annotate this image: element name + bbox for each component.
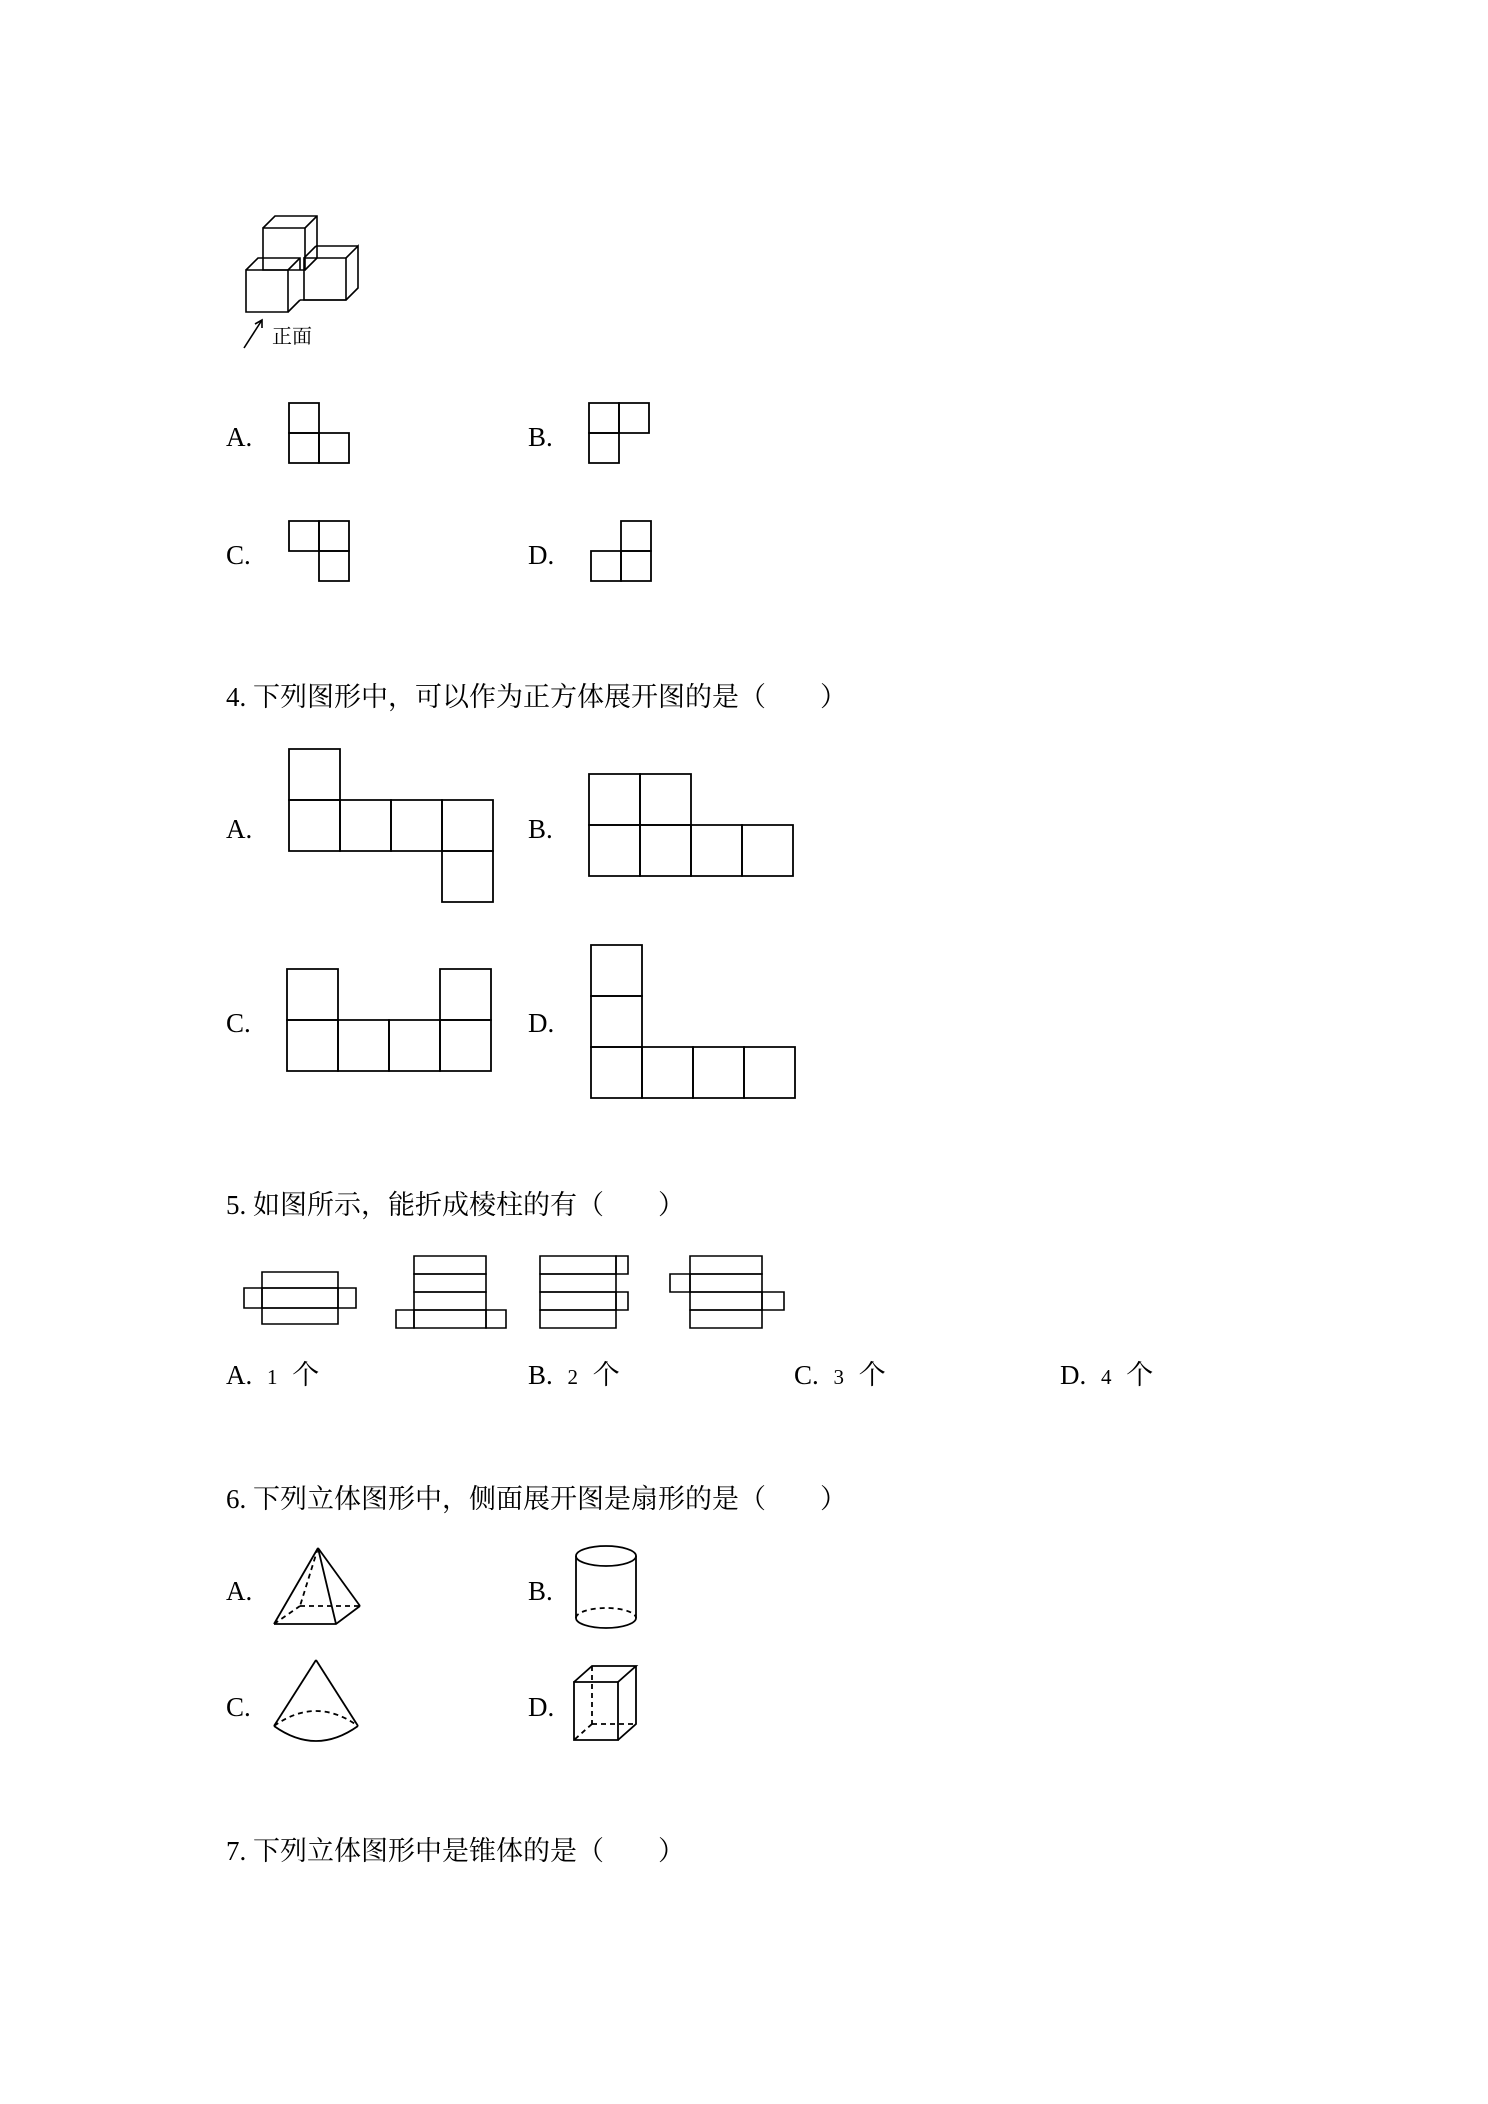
q3-option-d-figure[interactable]	[590, 520, 652, 582]
q5-option-d-unit: 个	[1126, 1360, 1154, 1390]
q4-option-c-letter: C.	[226, 1008, 251, 1038]
q5-option-b-letter: B.	[528, 1360, 553, 1390]
q5-net-2	[396, 1256, 506, 1328]
q5-option-a-letter: A.	[226, 1360, 253, 1390]
q4-option-c-net[interactable]	[286, 968, 492, 1072]
q6-option-c-letter: C.	[226, 1692, 251, 1722]
q4-option-b-net[interactable]	[588, 773, 794, 877]
q3-option-a-figure[interactable]	[288, 402, 350, 464]
q4-stem: 4. 下列图形中，可以作为正方体展开图的是（ ）	[226, 682, 847, 712]
q5-nets-figure	[242, 1252, 792, 1332]
q4-option-d-net[interactable]	[590, 944, 796, 1099]
q5-option-c-unit: 个	[858, 1360, 886, 1390]
q5-net-4	[670, 1256, 784, 1328]
q6-option-d-letter: D.	[528, 1692, 555, 1722]
front-label: 正面	[272, 326, 312, 348]
q3-option-a-letter: A.	[226, 422, 253, 452]
q5-option-a-unit: 个	[292, 1360, 320, 1390]
q4-option-a-letter: A.	[226, 814, 253, 844]
q3-option-b-letter: B.	[528, 422, 553, 452]
q5-option-a[interactable]	[226, 1358, 319, 1394]
cuboid-icon[interactable]	[570, 1662, 642, 1744]
q4-option-b-letter: B.	[528, 814, 553, 844]
q3-option-b-figure[interactable]	[588, 402, 650, 464]
cone-icon[interactable]	[268, 1656, 364, 1752]
q5-net-1	[244, 1272, 356, 1324]
q6-option-a-letter: A.	[226, 1576, 253, 1606]
q5-option-d-letter: D.	[1060, 1360, 1087, 1390]
q6-option-b-letter: B.	[528, 1576, 553, 1606]
q4-option-d-letter: D.	[528, 1008, 555, 1038]
q5-option-b[interactable]	[528, 1358, 620, 1394]
q3-option-c-letter: C.	[226, 540, 251, 570]
q4-option-a-net[interactable]	[288, 748, 494, 903]
q3-option-c-figure[interactable]	[288, 520, 350, 582]
q5-option-c[interactable]	[794, 1358, 886, 1394]
q5-option-b-unit: 个	[592, 1360, 620, 1390]
q6-stem: 6. 下列立体图形中，侧面展开图是扇形的是（ ）	[226, 1484, 847, 1514]
q5-option-d[interactable]	[1060, 1358, 1153, 1394]
q5-stem: 5. 如图所示，能折成棱柱的有（ ）	[226, 1190, 685, 1220]
cylinder-icon[interactable]	[570, 1542, 642, 1634]
q7-stem: 7. 下列立体图形中是锥体的是（ ）	[226, 1836, 685, 1866]
pyramid-icon[interactable]	[270, 1544, 366, 1630]
q5-option-b-num: 2	[567, 1365, 579, 1389]
q5-option-d-num: 4	[1101, 1365, 1112, 1389]
q5-option-c-letter: C.	[794, 1360, 819, 1390]
q5-net-3	[540, 1256, 628, 1328]
q5-option-a-num: 1	[267, 1365, 278, 1389]
q5-option-c-num: 3	[833, 1365, 845, 1389]
q3-option-d-letter: D.	[528, 540, 555, 570]
